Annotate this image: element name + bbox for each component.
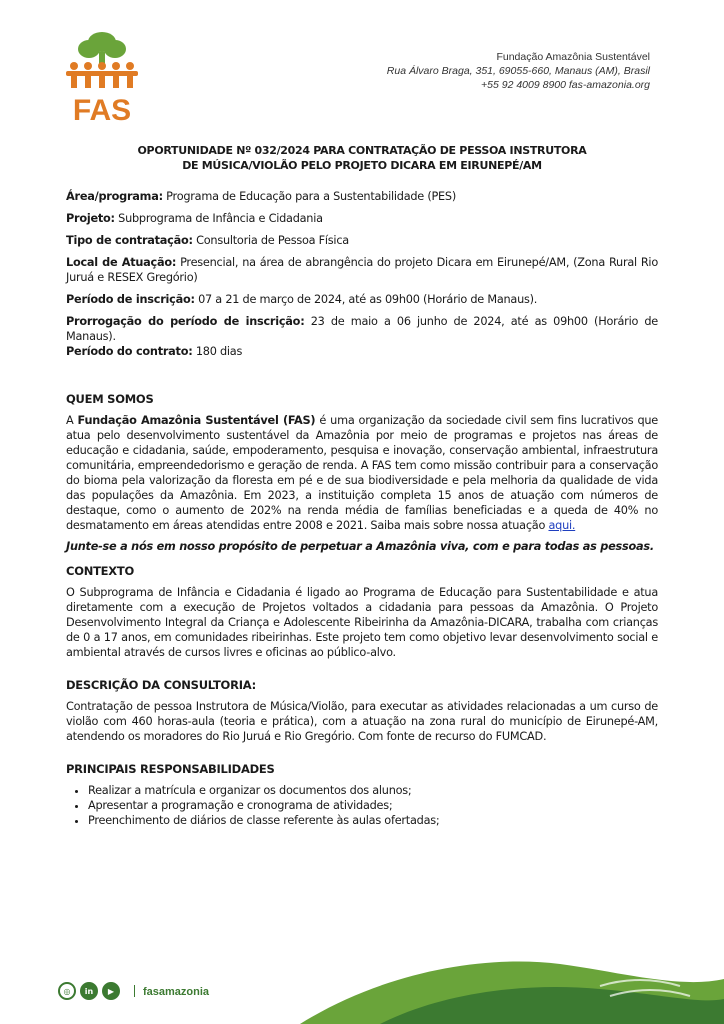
info-area: Área/programa: Programa de Educação para a Sustentabilidade (PES): [66, 190, 457, 203]
descricao-heading: DESCRIÇÃO DA CONSULTORIA:: [66, 678, 256, 692]
info-local: Local de Atuação: Presencial, na área de abrangência do projeto Dicara em Eirunepé/AM, (Zona Rural Rio Juruá e RESEX Gregório): [66, 256, 658, 284]
fas-logo: [62, 30, 142, 125]
info-contrato: Período do contrato: 180 dias: [66, 345, 243, 358]
list-item: • Preenchimento de diários de classe referente às aulas ofertadas;: [88, 813, 658, 828]
info-prorrogacao: Prorrogação do período de inscrição: 23 de maio a 06 junho de 2024, até as 09h00 (Horário de Manaus).: [66, 315, 658, 343]
organization-header: [387, 50, 650, 92]
document-title: [66, 143, 658, 173]
instagram-icon[interactable]: ◎: [58, 982, 76, 1000]
descricao-text: Contratação de pessoa Instrutora de Música/Violão, para executar as atividades relacionadas a um curso de violão com 460 horas-aula (teoria e prática), com a atuação na zona rural do município de Eirunepé-AM, atendendo os moradores do Rio Juruá e Rio Gregório. Com fonte de recurso do FUMCAD.: [66, 700, 658, 743]
list-item: • Apresentar a programação e cronograma de atividades;: [88, 798, 658, 813]
list-item: • Realizar a matrícula e organizar os documentos dos alunos;: [88, 783, 658, 798]
title-line-1: OPORTUNIDADE Nº 032/2024 PARA CONTRATAÇÃO DE PESSOA INSTRUTORA: [137, 144, 587, 157]
quem-somos-heading: QUEM SOMOS: [66, 392, 154, 406]
social-bar: [58, 982, 209, 1000]
linkedin-icon[interactable]: in: [80, 982, 98, 1000]
org-name: Fundação Amazônia Sustentável: [496, 51, 650, 63]
social-handle[interactable]: fasamazonia: [143, 985, 210, 998]
footer-decoration: [0, 934, 724, 1024]
document-body: [66, 189, 658, 828]
org-address: Rua Álvaro Braga, 351, 69055-660, Manaus (AM), Brasil: [386, 65, 650, 77]
info-block: [66, 189, 658, 359]
info-periodo: Período de inscrição: 07 a 21 de março de 2024, até as 09h00 (Horário de Manaus).: [66, 293, 538, 306]
svg-text:FAS: FAS: [72, 94, 132, 125]
slogan: Junte-se a nós em nosso propósito de perpetuar a Amazônia viva, com e para todas as pessoas.: [66, 540, 654, 553]
info-tipo: Tipo de contratação: Consultoria de Pessoa Física: [66, 234, 349, 247]
youtube-icon[interactable]: ▶: [102, 982, 120, 1000]
responsabilidades-heading: PRINCIPAIS RESPONSABILIDADES: [66, 762, 275, 776]
saiba-mais-link[interactable]: aqui.: [548, 519, 576, 532]
title-line-2: DE MÚSICA/VIOLÃO PELO PROJETO DICARA EM EIRUNEPÉ/AM: [182, 159, 542, 172]
contexto-text: O Subprograma de Infância e Cidadania é ligado ao Programa de Educação para Sustentabilidade e atua diretamente com a execução de Projetos voltados a cidadania para pessoas da Amazônia. O Projeto Desenvolvimento Integral da Criança e Adolescente Ribeirinha da Amazônia-DICARA, trabalha com crianças de 0 a 17 anos, em comunidades ribeirinhas. Este projeto tem como objetivo levar desenvolvimento social e ambiental através de cursos livres e oficinas ao público-alvo.: [66, 586, 658, 659]
info-projeto: Projeto: Subprograma de Infância e Cidadania: [66, 212, 323, 225]
contexto-heading: CONTEXTO: [66, 564, 135, 578]
tree-people-icon: [62, 30, 142, 125]
quem-somos-text: A Fundação Amazônia Sustentável (FAS) é uma organização da sociedade civil sem fins lucrativos que atua pelo desenvolvimento sustentável da Amazônia por meio de programas e projetos nas áreas de educação e cidadania, saúde, empoderamento, pesquisa e inovação, conservação ambiental, infraestrutura comunitária, empreendedorismo e geração de renda. A FAS tem como missão contribuir para a conservação do bioma pela valorização da floresta em pé e de sua biodiversidade e pela melhoria da qualidade de vida das populações da Amazônia. Em 2023, a instituição completa 15 anos de atuação com números de destaque, como o aumento de 202% na renda média de famílias beneficiadas e a queda de 40% no desmatamento em áreas atendidas entre 2008 e 2021. Saiba mais sobre nossa atuação aqui.: [66, 414, 658, 532]
responsabilidades-list: [66, 783, 658, 828]
org-contact: +55 92 4009 8900 fas-amazonia.org: [481, 79, 650, 91]
